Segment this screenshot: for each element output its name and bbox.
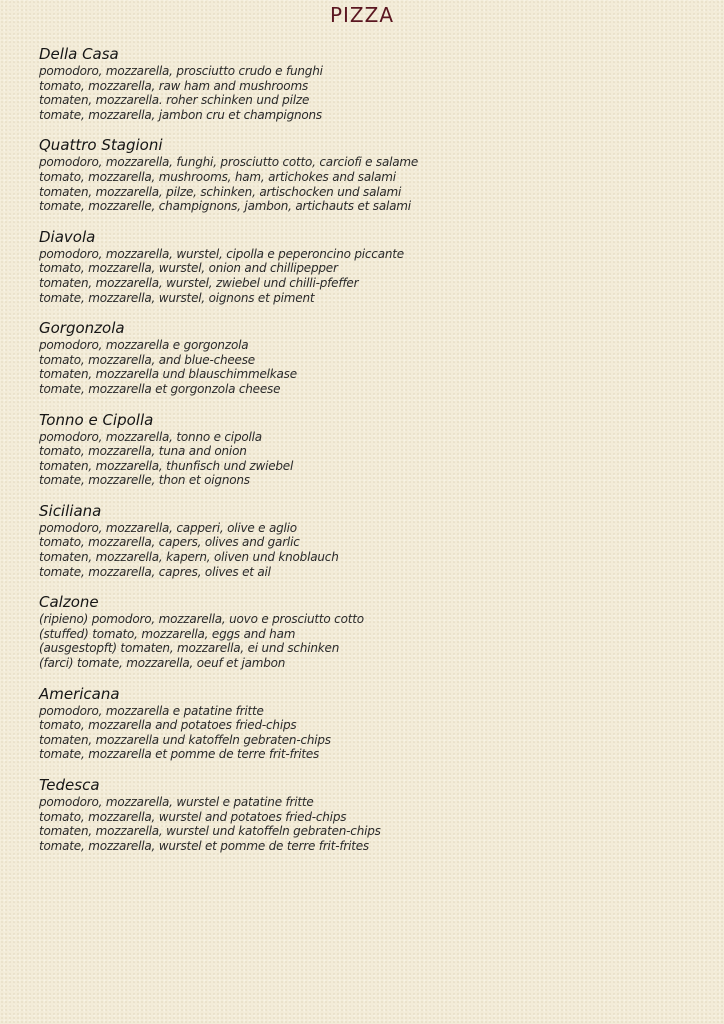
item-description-english: tomato, mozzarella, and blue-cheese [39, 352, 255, 367]
item-name: Siciliana [39, 501, 102, 520]
menu-item-tonno-e-cipolla [39, 411, 699, 488]
menu-item-gorgonzola [39, 319, 699, 396]
item-description-german: (ausgestopft) tomaten, mozzarella, ei und schinken [39, 641, 340, 656]
item-name: Tedesca [39, 776, 100, 794]
item-description-english: tomato, mozzarella, wurstel, onion and chillipepper [39, 261, 338, 276]
item-description-french: tomate, mozzarella et gorgonzola cheese [39, 381, 281, 396]
item-description-french: tomate, mozzarella, wurstel et pomme de terre frit-frites [39, 838, 369, 853]
menu-item-diavola [39, 228, 699, 305]
item-description-french: tomate, mozzarella, capres, olives et ail [39, 564, 271, 579]
pizza-menu-list [39, 45, 699, 867]
item-description-german: tomaten, mozzarella, wurstel, zwiebel und chilli-pfeffer [39, 275, 359, 290]
item-name: Gorgonzola [39, 319, 125, 338]
item-description-german: tomaten, mozzarella, thunfisch und zwiebel [39, 458, 294, 473]
item-description-italian: pomodoro, mozzarella e gorgonzola [39, 338, 249, 353]
item-description-french: tomate, mozzarella et pomme de terre frit-frites [39, 747, 320, 762]
item-description-english: tomato, mozzarella and potatoes fried-chips [39, 718, 297, 733]
item-description-german: tomaten, mozzarella, pilze, schinken, artischocken und salami [39, 184, 402, 199]
menu-item-calzone [39, 593, 699, 670]
menu-item-siciliana [39, 502, 699, 579]
menu-item-della-casa [39, 45, 699, 122]
item-description-english: tomato, mozzarella, wurstel and potatoes fried-chips [39, 809, 347, 824]
item-name: Calzone [39, 593, 99, 612]
item-description-english: tomato, mozzarella, tuna and onion [39, 444, 247, 459]
menu-item-quattro-stagioni [39, 136, 699, 213]
item-description-italian: pomodoro, mozzarella, prosciutto crudo e funghi [39, 64, 323, 78]
item-description-english: tomato, mozzarella, raw ham and mushrooms [39, 78, 308, 93]
item-description-italian: pomodoro, mozzarella, funghi, prosciutto cotto, carciofi e salame [39, 155, 419, 170]
item-description-french: tomate, mozzarelle, thon et oignons [39, 473, 250, 488]
page-title: PIZZA [329, 3, 395, 27]
item-description-french: (farci) tomate, mozzarella, oeuf et jambon [39, 656, 286, 671]
item-description-german: tomaten, mozzarella, wurstel und katoffeln gebraten-chips [39, 824, 381, 839]
item-description-italian: pomodoro, mozzarella e patatine fritte [39, 703, 264, 718]
item-description-english: (stuffed) tomato, mozzarella, eggs and ham [39, 626, 296, 641]
item-description-italian: pomodoro, mozzarella, capperi, olive e aglio [39, 520, 297, 535]
item-name: Diavola [39, 227, 96, 246]
menu-item-americana [39, 685, 699, 762]
item-name: Della Casa [39, 45, 119, 63]
item-description-french: tomate, mozzarella, wurstel, oignons et piment [39, 290, 315, 305]
item-description-german: tomaten, mozzarella, kapern, oliven und knoblauch [39, 550, 339, 565]
item-description-italian: (ripieno) pomodoro, mozzarella, uovo e prosciutto cotto [39, 612, 364, 627]
item-description-german: tomaten, mozzarella und blauschimmelkase [39, 367, 297, 382]
item-description-italian: pomodoro, mozzarella, tonno e cipolla [39, 429, 262, 444]
item-name: Quattro Stagioni [39, 136, 163, 155]
item-description-italian: pomodoro, mozzarella, wurstel e patatine fritte [39, 795, 314, 809]
item-description-french: tomate, mozzarella, jambon cru et champignons [39, 107, 322, 122]
item-description-german: tomaten, mozzarella und katoffeln gebraten-chips [39, 732, 331, 747]
item-description-german: tomaten, mozzarella. roher schinken und pilze [39, 93, 310, 108]
item-description-english: tomato, mozzarella, capers, olives and garlic [39, 535, 300, 550]
menu-item-tedesca [39, 776, 699, 853]
item-description-french: tomate, mozzarelle, champignons, jambon, artichauts et salami [39, 199, 411, 214]
item-description-english: tomato, mozzarella, mushrooms, ham, artichokes and salami [39, 169, 396, 184]
item-name: Tonno e Cipolla [39, 410, 154, 429]
item-description-italian: pomodoro, mozzarella, wurstel, cipolla e peperoncino piccante [39, 246, 404, 261]
item-name: Americana [39, 684, 120, 703]
